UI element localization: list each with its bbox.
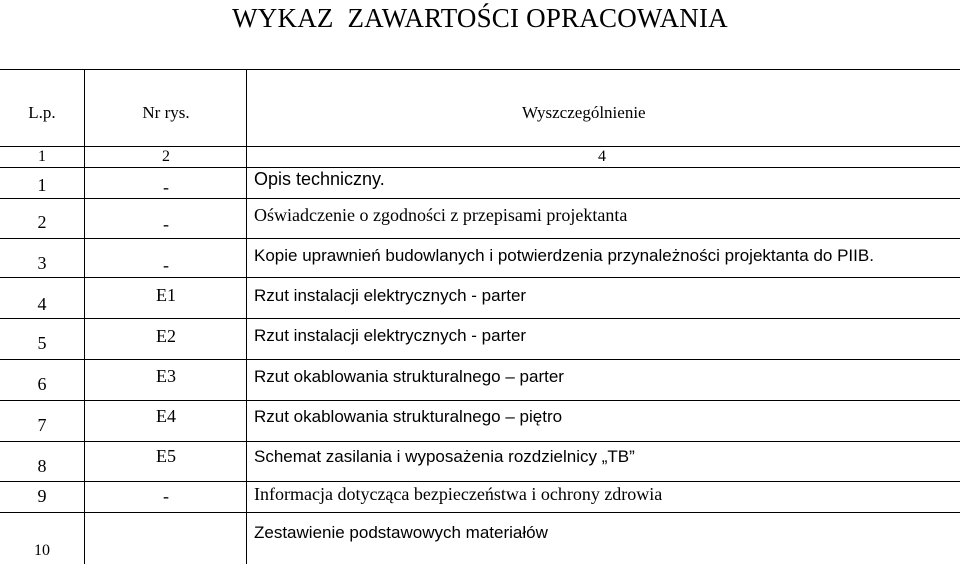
table-rule <box>0 359 960 360</box>
table-row-desc: Rzut okablowania strukturalnego – piętro <box>254 407 563 426</box>
table-rule <box>0 441 960 442</box>
document-title: WYKAZ ZAWARTOŚCI OPRACOWANIA <box>232 3 728 33</box>
table-rule <box>0 481 960 482</box>
table-rule <box>0 238 960 239</box>
header-desc: Wyszczególnienie <box>522 103 646 122</box>
table-row-desc: Rzut okablowania strukturalnego – parter <box>254 367 564 386</box>
table-rule <box>0 277 960 278</box>
table-row-desc: Oświadczenie o zgodności z przepisami projektanta <box>254 205 628 225</box>
table-row-lp: 9 <box>37 486 47 506</box>
table-row-desc: Informacja dotycząca bezpieczeństwa i ochrony zdrowia <box>254 484 663 504</box>
table-row-nr: - <box>163 255 169 275</box>
table-row-desc: Schemat zasilania i wyposażenia rozdzielnicy „TB” <box>254 447 635 466</box>
numbering-1: 1 <box>38 148 46 165</box>
table-row-lp: 5 <box>37 333 47 353</box>
table-row-desc: Rzut instalacji elektrycznych - parter <box>254 286 527 305</box>
table-row-nr: E2 <box>156 326 176 346</box>
table-row-nr: E5 <box>156 446 176 466</box>
table-row-lp: 3 <box>37 253 47 273</box>
table-row-nr: - <box>163 214 169 234</box>
table-row-nr: E4 <box>156 406 176 426</box>
table-rule <box>0 198 960 199</box>
table-row-lp: 10 <box>34 542 50 559</box>
table-row-desc: Opis techniczny. <box>254 169 385 189</box>
table-row-lp: 2 <box>37 212 47 232</box>
numbering-4: 4 <box>598 148 606 165</box>
table-rule <box>0 512 960 513</box>
table-row-desc: Zestawienie podstawowych materiałów <box>254 523 548 542</box>
table-row-desc: Kopie uprawnień budowlanych i potwierdzenia przynależności projektanta do PIIB. <box>254 246 874 265</box>
table-rule <box>0 69 960 70</box>
numbering-2: 2 <box>162 148 170 165</box>
table-row-lp: 8 <box>37 456 47 476</box>
table-row-nr: - <box>163 177 169 197</box>
table-row-nr: E1 <box>156 285 176 305</box>
table-row-nr: - <box>163 486 169 506</box>
table-rule <box>0 167 960 168</box>
header-nr: Nr rys. <box>142 103 190 122</box>
table-row-desc: Rzut instalacji elektrycznych - parter <box>254 326 527 345</box>
table-rule <box>0 400 960 401</box>
table-row-lp: 7 <box>37 415 47 435</box>
table-rule <box>0 318 960 319</box>
table-row-lp: 4 <box>37 294 47 314</box>
table-row-lp: 1 <box>37 175 47 195</box>
table-rule <box>0 146 960 147</box>
header-lp: L.p. <box>28 103 56 122</box>
table-row-lp: 6 <box>37 374 47 394</box>
table-row-nr: E3 <box>156 366 176 386</box>
